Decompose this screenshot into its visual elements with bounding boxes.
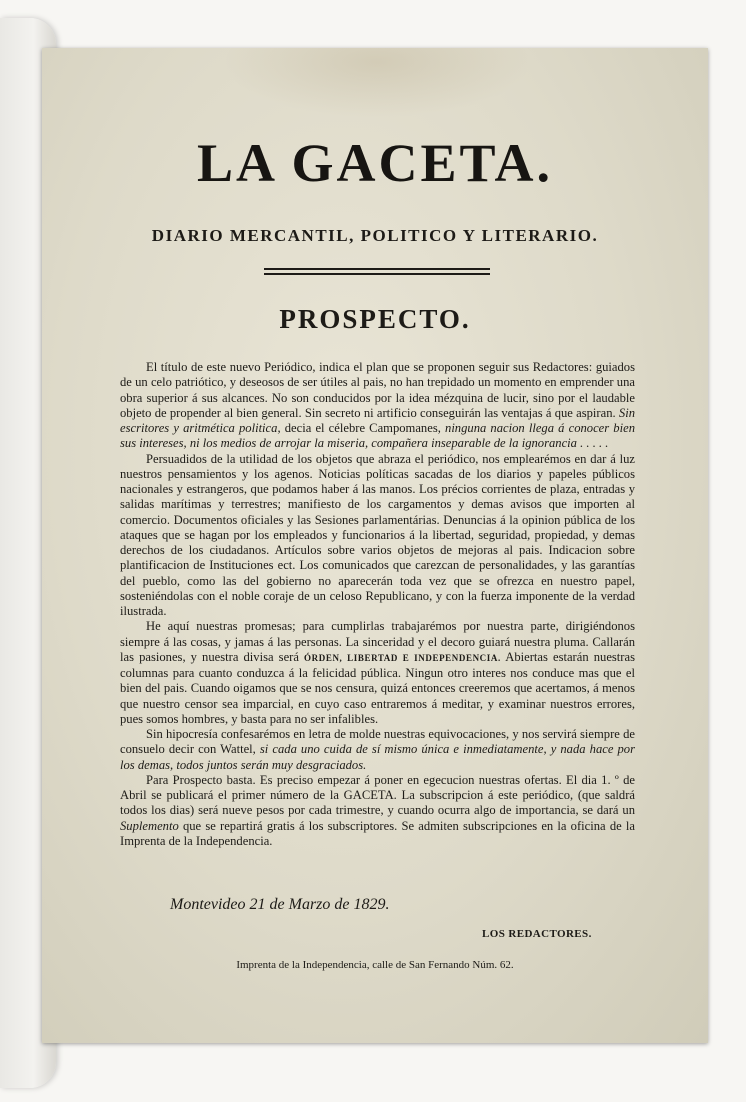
masthead-subtitle: DIARIO MERCANTIL, POLITICO Y LITERARIO. (151, 226, 599, 245)
paragraph-5-text-b: que se repartirá gratis á los subscriptores. Se admiten subscripciones en la oficina de la Imprenta de la Independencia. (120, 818, 635, 848)
paragraph-1 (120, 360, 635, 452)
paragraph-4-text: Sin hipocresía confesarémos en letra de molde nuestras equivocaciones, y nos servirá siempre de consuelo decir con Wattel, (120, 727, 635, 757)
masthead-title: LA GACETA. (196, 133, 554, 193)
paragraph-1-quote-a: Sin escritores y aritmética politica, (120, 405, 635, 435)
paragraph-4 (120, 727, 635, 773)
newspaper-sheet (42, 48, 708, 1043)
motto: ÓRDEN, LIBERTAD E INDEPENDENCIA. (304, 652, 501, 663)
paragraph-3-text-b: Abiertas estarán nuestras columnas para cuanto conduzca á la felicidad pública. Ningun otro interes nos conduce mas que el bien del pais. Cuando oigamos que se nos censura, quizá entonces creeremos que acertamos, á menos que nuestro censor sea imparcial, en cuyo caso entraremos á meditar, y examinar nuestros errores, pues somos hombres, y basta para no ser infalibles. (120, 649, 635, 726)
dateline: Montevideo 21 de Marzo de 1829. (170, 896, 390, 913)
paragraph-4-quote: si cada uno cuida de sí mismo única e inmediatamente, y nada hace por los demas, todos juntos serán muy desgraciados. (120, 742, 635, 772)
paragraph-5-text-a: Para Prospecto basta. Es preciso empezar á poner en egecucion nuestras ofertas. El dia 1. º de Abril se publicará el primer número de la GACETA. La subscripcion á este periódico, (que saldrá todos los dias) será nueve pesos por cada trimestre, y cuando ocurra algo de importancia, se dará un (120, 772, 635, 818)
paragraph-1-text: El título de este nuevo Periódico, indica el plan que se proponen seguir sus Redactores: guiados de un celo patriótico, y deseosos de ser útiles al pais, no han trepidado un momento en emprender una obra superior á sus alcances. No son conducidos por la idea mézquina de lucir, sino por el laudable objeto de propender al bien general. Sin secreto ni artificio conseguirán las ventajas á que aspiran. (120, 360, 635, 420)
double-rule-divider (264, 268, 490, 278)
paragraph-3 (120, 619, 635, 727)
paragraph-1-quote-b: ninguna nacion llega á conocer bien sus intereses, ni los medios de arrojar la miseria, compañera inseparable de la ignorancia . . . . . (120, 421, 635, 451)
paragraph-2: Persuadidos de la utilidad de los objetos que abraza el periódico, nos emplearémos en dar á luz nuestros pensamientos y los agenos. Noticias políticas sacadas de los diarios y papeles públicos nacionales y estrangeros, que podamos haber á las manos. Los précios corrientes de plaza, entradas y salidas marítimas y terrestres; manifiesto de los cargamentos y demas avisos que importen al comercio. Documentos oficiales y las Sesiones parlamentárias. Denuncias á la opinion pública de los ataques que se hagan por los empleados y funcionarios á la libertad, seguridad, propiedad, y demas derechos de los ciudadanos. Artículos sobre varios objetos de mejoras al pais. Indicacion sobre plantificacion de Instituciones ect. Los comunicados que carezcan de personalidades, y las garantías del pueblo, como las del gobierno no aparecerán toda vez que se ofrezca en nuestro papel, sosteniéndolas con el noble coraje de un celoso Republicano, y con la fuerza imponente de la verdad ilustrada. (120, 451, 635, 618)
prospectus-body (120, 360, 635, 849)
paragraph-5-supplement: Suplemento (120, 818, 179, 833)
water-stain (222, 48, 532, 118)
section-title: PROSPECTO. (279, 304, 471, 334)
paragraph-5 (120, 773, 635, 849)
paragraph-3-text-a: He aquí nuestras promesas; para cumplirlas trabajarémos por nuestra parte, dirigiéndonos siempre á las cosas, y jamas á las personas. La sinceridad y el decoro guiará nuestra pluma. Callarán las pasiones, y nuestra divisa será (120, 619, 635, 664)
printer-imprint: Imprenta de la Independencia, calle de San Fernando Núm. 62. (236, 959, 514, 971)
paragraph-1-attribution: decia el célebre Campomanes, (284, 421, 441, 435)
signature: LOS REDACTORES. (482, 928, 592, 940)
